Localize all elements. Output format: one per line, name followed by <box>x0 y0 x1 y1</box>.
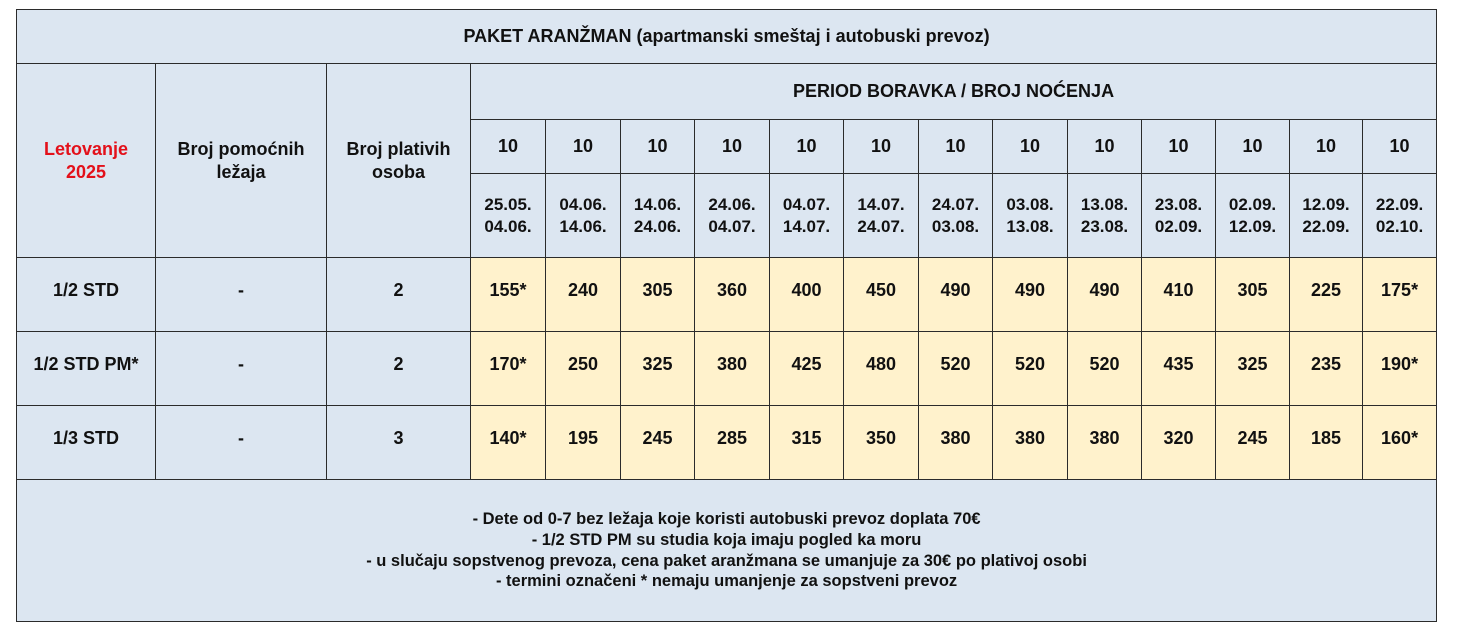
paying-persons-cell: 2 <box>327 332 471 406</box>
period-from: 04.07. <box>782 195 831 215</box>
nights-cell: 10 <box>1363 120 1437 174</box>
price-cell: 520 <box>993 332 1068 406</box>
nights-cell: 10 <box>695 120 770 174</box>
price-cell: 380 <box>919 406 993 480</box>
price-cell: 195 <box>546 406 621 480</box>
period-from: 24.06. <box>708 195 756 215</box>
price-cell: 250 <box>546 332 621 406</box>
period-from: 25.05. <box>484 195 532 215</box>
paying-persons-header-line-2: osoba <box>371 161 425 182</box>
period-to: 24.07. <box>857 216 905 236</box>
paying-persons-cell: 2 <box>327 258 471 332</box>
period-to: 02.09. <box>1154 216 1203 236</box>
period-to: 04.07. <box>708 216 756 236</box>
extra-beds-cell: - <box>156 332 327 406</box>
price-cell: 285 <box>695 406 770 480</box>
period-to: 14.07. <box>782 216 831 236</box>
price-cell: 480 <box>844 332 919 406</box>
price-cell: 175* <box>1363 258 1437 332</box>
extra-beds-header <box>156 64 327 258</box>
period-dates-cell <box>1216 174 1290 258</box>
period-to: 13.08. <box>1006 216 1054 236</box>
price-cell: 160* <box>1363 406 1437 480</box>
period-dates-cell <box>1142 174 1216 258</box>
paying-persons-header <box>327 64 471 258</box>
paying-persons-cell: 3 <box>327 406 471 480</box>
price-cell: 425 <box>770 332 844 406</box>
period-from: 24.07. <box>931 195 980 215</box>
nights-cell: 10 <box>993 120 1068 174</box>
price-cell: 400 <box>770 258 844 332</box>
period-dates-cell <box>1068 174 1142 258</box>
period-from: 23.08. <box>1154 195 1203 215</box>
table-row <box>17 332 1437 406</box>
period-dates-cell <box>844 174 919 258</box>
price-cell: 380 <box>993 406 1068 480</box>
period-dates-cell <box>695 174 770 258</box>
period-to: 23.08. <box>1080 216 1129 236</box>
price-cell: 520 <box>919 332 993 406</box>
extra-beds-header-line-1: Broj pomoćnih <box>177 139 305 159</box>
price-cell: 380 <box>1068 406 1142 480</box>
table-title: PAKET ARANŽMAN (apartmanski smeštaj i autobuski prevoz) <box>17 10 1437 64</box>
price-cell: 490 <box>993 258 1068 332</box>
period-from: 04.06. <box>559 195 607 215</box>
price-cell: 315 <box>770 406 844 480</box>
price-cell: 235 <box>1290 332 1363 406</box>
room-type-cell: 1/2 STD PM* <box>17 332 156 406</box>
price-cell: 245 <box>621 406 695 480</box>
period-dates-cell <box>770 174 844 258</box>
price-cell: 490 <box>1068 258 1142 332</box>
season-label <box>17 64 156 258</box>
nights-cell: 10 <box>471 120 546 174</box>
season-line-1: Letovanje <box>43 139 129 159</box>
nights-cell: 10 <box>770 120 844 174</box>
nights-cell: 10 <box>1290 120 1363 174</box>
period-to: 12.09. <box>1228 216 1277 236</box>
room-type-cell: 1/2 STD <box>17 258 156 332</box>
paying-persons-header-line-1: Broj plativih <box>346 139 451 159</box>
table-row <box>17 258 1437 332</box>
period-dates-cell <box>993 174 1068 258</box>
period-dates-cell <box>471 174 546 258</box>
period-from: 02.09. <box>1228 195 1277 215</box>
nights-cell: 10 <box>546 120 621 174</box>
note-line: - u slučaju sopstvenog prevoza, cena paket aranžmana se umanjuje za 30€ po plativoj osobi <box>366 551 1087 570</box>
price-cell: 320 <box>1142 406 1216 480</box>
extra-beds-cell: - <box>156 258 327 332</box>
period-to: 04.06. <box>484 216 532 236</box>
period-from: 14.06. <box>633 195 682 215</box>
price-cell: 490 <box>919 258 993 332</box>
nights-cell: 10 <box>621 120 695 174</box>
price-table <box>16 9 1437 622</box>
price-cell: 325 <box>1216 332 1290 406</box>
period-from: 12.09. <box>1302 195 1350 215</box>
period-from: 14.07. <box>857 195 905 215</box>
price-cell: 185 <box>1290 406 1363 480</box>
room-type-cell: 1/3 STD <box>17 406 156 480</box>
period-dates-cell <box>546 174 621 258</box>
price-cell: 305 <box>1216 258 1290 332</box>
nights-cell: 10 <box>919 120 993 174</box>
note-line: - 1/2 STD PM su studia koja imaju pogled ka moru <box>531 530 922 549</box>
price-cell: 360 <box>695 258 770 332</box>
note-line: - Dete od 0-7 bez ležaja koje koristi autobuski prevoz doplata 70€ <box>472 510 981 529</box>
period-to: 14.06. <box>559 216 607 236</box>
notes <box>17 480 1437 622</box>
period-from: 03.08. <box>1006 195 1054 215</box>
period-to: 24.06. <box>633 216 682 236</box>
price-cell: 155* <box>471 258 546 332</box>
nights-cell: 10 <box>844 120 919 174</box>
price-cell: 240 <box>546 258 621 332</box>
period-to: 22.09. <box>1302 216 1350 236</box>
price-cell: 225 <box>1290 258 1363 332</box>
price-cell: 325 <box>621 332 695 406</box>
period-dates-cell <box>1290 174 1363 258</box>
extra-beds-cell: - <box>156 406 327 480</box>
period-from: 13.08. <box>1080 195 1129 215</box>
note-line: - termini označeni * nemaju umanjenje za sopstveni prevoz <box>495 572 958 591</box>
price-cell: 245 <box>1216 406 1290 480</box>
price-cell: 350 <box>844 406 919 480</box>
price-cell: 190* <box>1363 332 1437 406</box>
price-cell: 140* <box>471 406 546 480</box>
period-dates-cell <box>621 174 695 258</box>
price-cell: 520 <box>1068 332 1142 406</box>
price-cell: 410 <box>1142 258 1216 332</box>
period-header: PERIOD BORAVKA / BROJ NOĆENJA <box>471 64 1437 120</box>
price-cell: 170* <box>471 332 546 406</box>
period-to: 03.08. <box>931 216 980 236</box>
period-dates-cell <box>919 174 993 258</box>
season-line-2: 2025 <box>65 161 107 182</box>
nights-cell: 10 <box>1068 120 1142 174</box>
nights-cell: 10 <box>1216 120 1290 174</box>
price-cell: 435 <box>1142 332 1216 406</box>
price-cell: 305 <box>621 258 695 332</box>
price-cell: 450 <box>844 258 919 332</box>
nights-cell: 10 <box>1142 120 1216 174</box>
period-to: 02.10. <box>1375 216 1424 236</box>
table-row <box>17 406 1437 480</box>
period-dates-cell <box>1363 174 1437 258</box>
period-from: 22.09. <box>1375 195 1424 215</box>
price-cell: 380 <box>695 332 770 406</box>
extra-beds-header-line-2: ležaja <box>216 161 266 182</box>
